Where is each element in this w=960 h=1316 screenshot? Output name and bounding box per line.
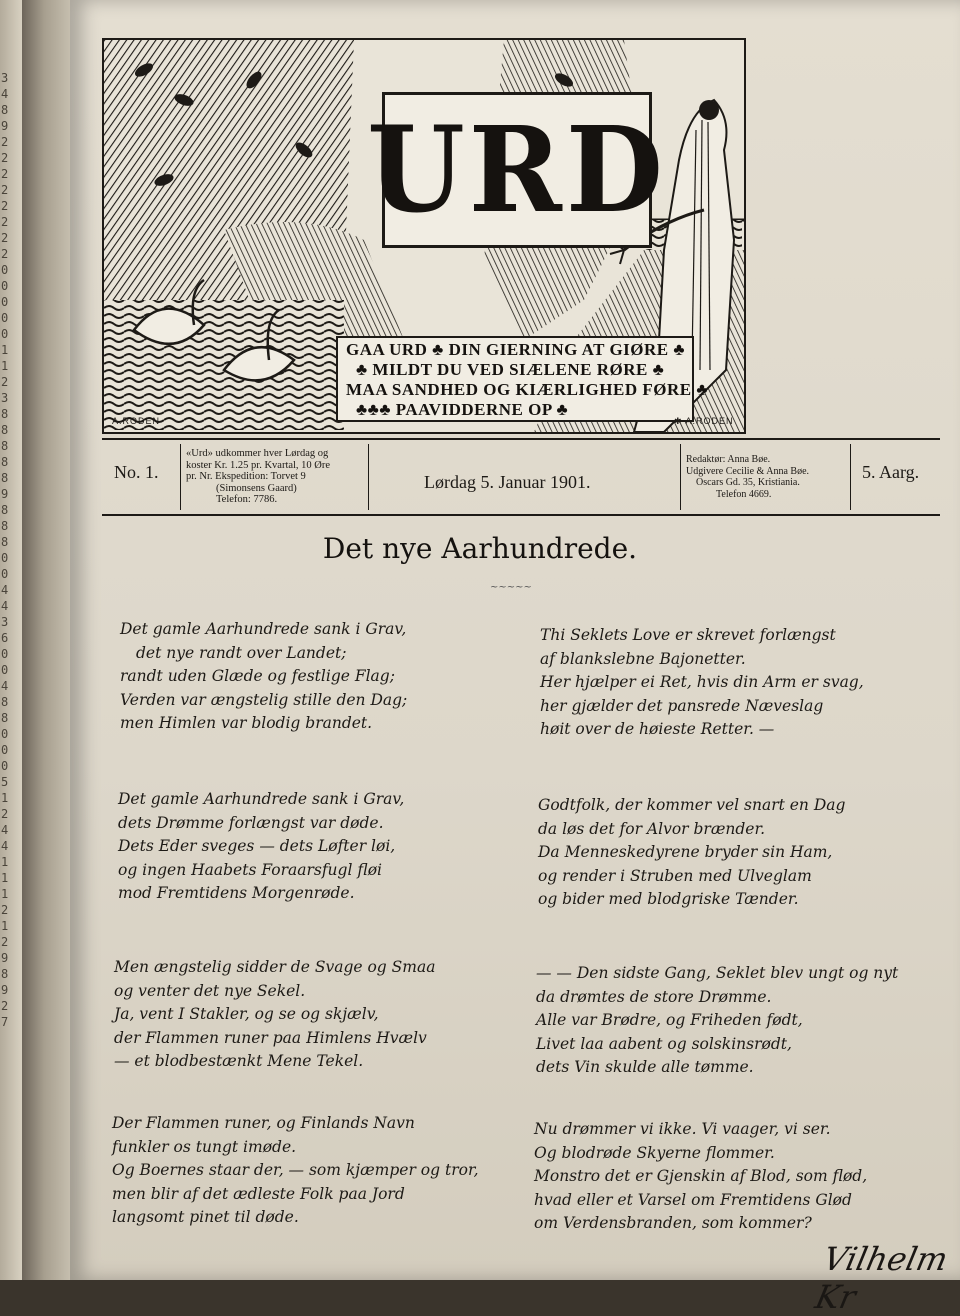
poem-line: der Flammen runer paa Himlens Hvælv <box>114 1028 427 1047</box>
subscription-line: koster Kr. 1.25 pr. Kvartal, 10 Øre <box>186 459 331 471</box>
poem-stanza <box>112 1112 479 1230</box>
article-title: Det nye Aarhundrede. <box>322 532 638 565</box>
poem-line: hvad eller et Varsel om Fremtidens Glød <box>534 1190 852 1209</box>
issue-info-bar <box>102 438 940 516</box>
issue-number: No. 1. <box>114 462 159 482</box>
poem-stanza <box>540 624 864 742</box>
poem-stanza <box>536 962 898 1080</box>
divider <box>850 444 851 510</box>
poem-line: Alle var Brødre, og Friheden født, <box>536 1011 803 1029</box>
masthead-title: URD <box>367 101 667 239</box>
editor-line: Oscars Gd. 35, Kristiania. <box>696 477 800 488</box>
editor-line: Redaktør: Anna Bøe. <box>686 454 771 465</box>
adjacent-page-edge <box>0 0 22 1280</box>
poem-line: langsomt pinet til døde. <box>112 1208 299 1226</box>
author-signature: Vilhelm Kr <box>811 1240 952 1316</box>
poem-line: Det gamle Aarhundrede sank i Grav, <box>120 620 407 638</box>
motto-line: ♣♣♣ PAAVIDDERNE OP ♣ <box>356 400 569 419</box>
motto-line: ♣ MILDT DU VED SIÆLENE RØRE ♣ <box>356 360 665 379</box>
subscription-line: pr. Nr. Ekspedition: Torvet 9 <box>186 471 306 482</box>
poem-line: af blankslebne Bajonetter. <box>540 649 746 668</box>
artist-signature-right: ✱ A.RODEN <box>674 416 734 426</box>
artist-signature-left: A.RODEN <box>112 416 161 426</box>
poem-line: og render i Struben med Ulveglam <box>538 866 812 885</box>
divider <box>180 444 181 510</box>
motto-line: MAA SANDHED OG KIÆRLIGHED FØRE ♣ <box>346 380 708 399</box>
poem-line: Dets Eder sveges — dets Løfter løi, <box>118 837 396 855</box>
subscription-info <box>186 448 362 522</box>
poem-line: Thi Seklets Love er skrevet forlængst <box>540 626 836 644</box>
poem-line: men blir af det ædleste Folk paa Jord <box>112 1184 405 1203</box>
editor-line: Telefon 4669. <box>716 488 772 500</box>
poem-line: Nu drømmer vi ikke. Vi vaager, vi ser. <box>534 1120 831 1138</box>
poem-line: men Himlen var blodig brandet. <box>120 714 373 732</box>
divider <box>680 444 681 510</box>
poem-stanza <box>538 794 845 912</box>
poem-line: Ja, vent I Stakler, og se og skjælv, <box>114 1005 379 1023</box>
poem-line: og venter det nye Sekel. <box>114 981 306 1000</box>
poem-line: — — Den sidste Gang, Seklet blev ungt og nyt <box>536 964 899 982</box>
poem-line: Der Flammen runer, og Finlands Navn <box>112 1114 415 1132</box>
subscription-line: «Urd» udkommer hver Lørdag og <box>186 448 329 459</box>
poem-line: og ingen Haabets Foraarsfugl fløi <box>118 860 382 879</box>
subscription-line: Telefon: 7786. <box>216 494 278 505</box>
issue-date: Lørdag 5. Januar 1901. <box>424 472 591 492</box>
poem-line: og bider med blodgriske Tænder. <box>538 890 799 908</box>
subscription-line: (Simonsens Gaard) <box>216 482 297 494</box>
poem-line: Verden var ængstelig stille den Dag; <box>120 690 408 709</box>
poem-line: Livet laa aabent og solskinsrødt, <box>536 1034 792 1053</box>
masthead-motto <box>336 336 708 422</box>
poem-stanza <box>120 618 407 736</box>
poem-line: dets Vin skulde alle tømme. <box>536 1058 754 1076</box>
poem-stanza <box>118 788 404 906</box>
poem-line: det nye randt over Landet; <box>136 643 347 662</box>
poem-line: Og Boernes staar der, — som kjæmper og tror, <box>112 1161 479 1179</box>
poem-line: dets Drømme forlængst var døde. <box>118 813 384 832</box>
editor-info <box>686 454 848 528</box>
title-ornament: ~~~~~ <box>490 582 532 593</box>
poem-line: Her hjælper ei Ret, hvis din Arm er svag, <box>540 673 864 691</box>
poem-line: Da Menneskedyrene bryder sin Ham, <box>538 843 833 861</box>
poem-line: Og blodrøde Skyerne flommer. <box>534 1143 775 1162</box>
poem-line: da drømtes de store Drømme. <box>536 987 772 1006</box>
poem-line: Monstro det er Gjenskin af Blod, som flød, <box>534 1167 868 1185</box>
poem-line: da løs det for Alvor brænder. <box>538 819 766 838</box>
masthead-title-box <box>367 92 667 248</box>
poem-stanza <box>534 1118 867 1236</box>
poem-line: — et blodbestænkt Mene Tekel. <box>114 1052 364 1070</box>
motto-line: GAA URD ♣ DIN GIERNING AT GIØRE ♣ <box>346 340 686 359</box>
poem-line: funkler os tungt imøde. <box>112 1137 297 1156</box>
divider <box>368 444 369 510</box>
poem-line: mod Fremtidens Morgenrøde. <box>118 884 355 902</box>
poem-line: Godtfolk, der kommer vel snart en Dag <box>538 796 846 814</box>
poem-line: her gjælder det pansrede Næveslag <box>540 696 824 715</box>
adjacent-page-digits: 348922222222000001123888889888004436004880005124411121298927 <box>1 71 9 1029</box>
volume-number: 5. Aarg. <box>862 462 920 482</box>
poem-stanza <box>114 956 435 1074</box>
poem-line: randt uden Glæde og festlige Flag; <box>120 667 395 685</box>
poem-line: Det gamle Aarhundrede sank i Grav, <box>118 790 405 808</box>
masthead-illustration <box>102 38 746 434</box>
poem-line: Men ængstelig sidder de Svage og Smaa <box>114 958 436 976</box>
poem-line: om Verdensbranden, som kommer? <box>534 1214 812 1232</box>
poem-line: høit over de høieste Retter. — <box>540 720 775 738</box>
editor-line: Udgivere Cecilie & Anna Bøe. <box>686 465 810 477</box>
